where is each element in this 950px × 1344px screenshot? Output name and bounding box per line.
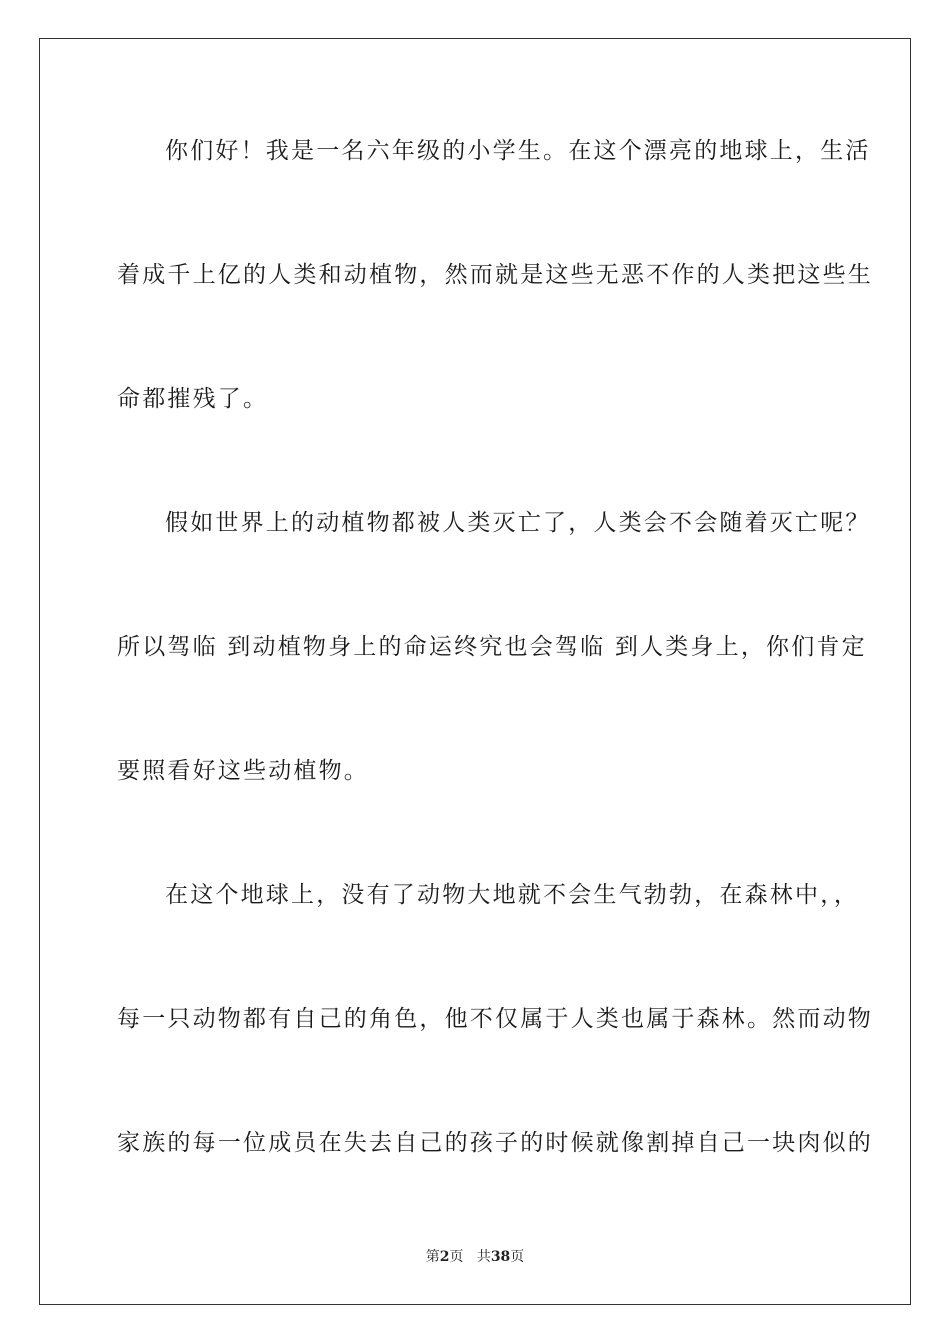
footer-total-prefix: 共 xyxy=(476,1249,491,1265)
page-frame xyxy=(39,38,911,1305)
paragraph-1-line-2: 着成千上亿的人类和动植物，然而就是这些无恶不作的人类把这些生 xyxy=(117,262,873,288)
paragraph-3-line-1: 在这个地球上，没有了动物大地就不会生气勃勃，在森林中，， xyxy=(165,882,860,908)
paragraph-2-line-1: 假如世界上的动植物都被人类灭亡了，人类会不会随着灭亡呢？ xyxy=(165,510,871,536)
paragraph-1-line-1: 你们好！我是一名六年级的小学生。在这个漂亮的地球上，生活 xyxy=(165,138,871,164)
footer-prefix: 第 xyxy=(425,1249,440,1265)
paragraph-3-line-3: 家族的每一位成员在失去自己的孩子的时候就像割掉自己一块肉似的 xyxy=(117,1130,873,1156)
paragraph-2-line-3: 要照看好这些动植物。 xyxy=(117,758,369,784)
paragraph-2-line-2: 所以驾临 到动植物身上的命运终究也会驾临 到人类身上，你们肯定 xyxy=(117,634,867,660)
page-footer xyxy=(0,1247,950,1267)
footer-page-suffix: 页 xyxy=(449,1249,464,1265)
paragraph-1-line-3: 命都摧残了。 xyxy=(117,386,269,412)
footer-total-suffix: 页 xyxy=(510,1249,525,1265)
footer-total-pages: 38 xyxy=(490,1249,511,1265)
footer-page-number: 2 xyxy=(439,1249,450,1265)
paragraph-3-line-2: 每一只动物都有自己的角色，他不仅属于人类也属于森林。然而动物 xyxy=(117,1006,873,1032)
